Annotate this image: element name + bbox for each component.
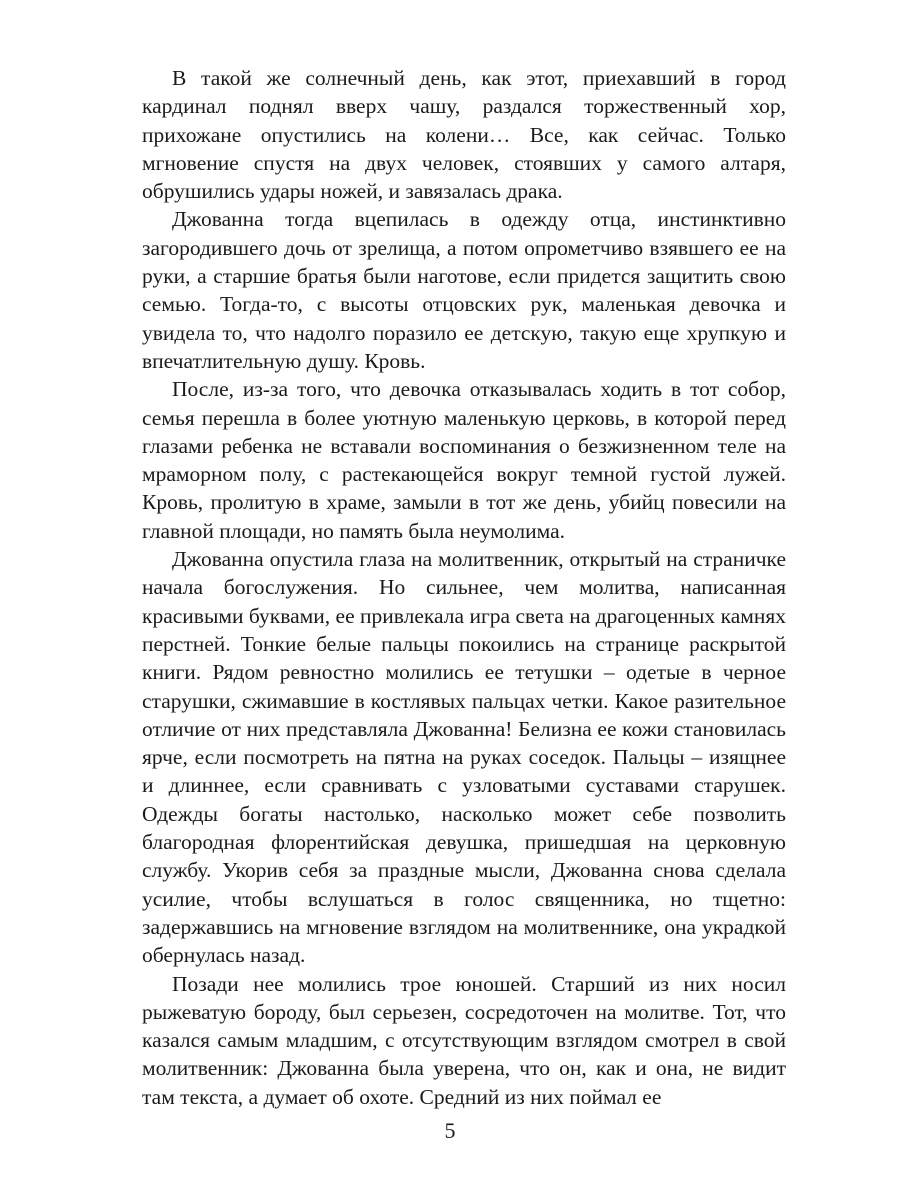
paragraph-4: Джованна опустила глаза на молитвенник, открытый на страничке начала богослужения. Но сильнее, чем молитва, написанная красивыми буквами, ее привлекала игра света на драгоценных камнях перстней. Тонкие белые пальцы покоились на странице раскрытой книги. Рядом ревностно молились ее тетушки – одетые в черное старушки, сжимавшие в костлявых пальцах четки. Какое разительное отличие от них представляла Джованна! Белизна ее кожи становилась ярче, если посмотреть на пятна на руках соседок. Пальцы – изящнее и длиннее, если сравнивать с узловатыми суставами старушек. Одежды богаты настолько, насколько может себе позволить благородная флорентийская девушка, пришедшая на церковную службу. Укорив себя за праздные мысли, Джованна снова сделала усилие, чтобы вслушаться в голос священника, но тщетно: задержавшись на мгновение взглядом на молитвеннике, она украдкой обернулась назад.: [142, 547, 786, 968]
paragraph-2: Джованна тогда вцепилась в одежду отца, инстинктивно загородившего дочь от зрелища, а потом опрометчиво взявшего ее на руки, а старшие братья были наготове, если придется защитить свою семью. Тогда-то, с высоты отцовских рук, маленькая девочка и увидела то, что надолго поразило ее детскую, такую еще хрупкую и впечатлительную душу. Кровь.: [142, 207, 786, 373]
paragraph-3: После, из-за того, что девочка отказывалась ходить в тот собор, семья перешла в более уютную маленькую церковь, в которой перед глазами ребенка не вставали воспоминания о безжизненном теле на мраморном полу, с растекающейся вокруг темной густой лужей. Кровь, пролитую в храме, замыли в тот же день, убийц повесили на главной площади, но память была неумолима.: [142, 377, 786, 543]
body-text: [142, 64, 786, 1111]
paragraph-1: В такой же солнечный день, как этот, приехавший в город кардинал поднял вверх чашу, раздался торжественный хор, прихожане опустились на колени… Все, как сейчас. Только мгновение спустя на двух человек, стоявших у самого алтаря, обрушились удары ножей, и завязалась драка.: [142, 66, 786, 204]
page-number: 5: [444, 1118, 456, 1143]
paragraph-5: Позади нее молились трое юношей. Старший из них носил рыжеватую бороду, был серьезен, сосредоточен на молитве. Тот, что казался самым младшим, с отсутствующим взглядом смотрел в свой молитвенник: Джованна была уверена, что он, как и она, не видит там текста, а думает об охоте. Средний из них поймал ее: [142, 971, 786, 1109]
